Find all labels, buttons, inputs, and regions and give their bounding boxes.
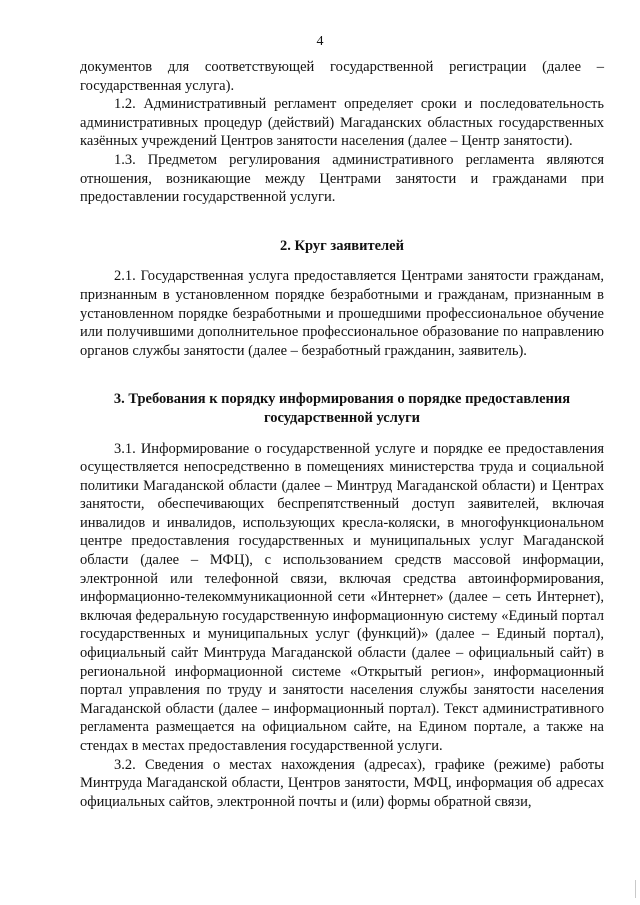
paragraph-3-1: 3.1. Информирование о государственной услуге и порядке ее предоставления осуществляется непосредственно в помещениях министерства труда и социальной политики Магаданской области (далее – Минтруд Магаданской области) и Центрах занятости, обеспечивающих беспрепятственный доступ заявителей, включая инвалидов и инвалидов, использующих кресла-коляски, в многофункциональном центре предоставления государственных и муниципальных услуг Магаданской области (далее – МФЦ), с использованием средств массовой информации, электронной или телефонной связи, включая средства автоинформирования, информационно-телекоммуникационной сети «Интернет» (далее – сеть Интернет), включая федеральную государственную информационную систему «Единый портал государственных и муниципальных услуг (функций)» (далее – Единый портал), официальный сайт Минтруда Магаданской области (далее – официальный сайт) в региональной информационной системе «Открытый регион», информационный портал управления по труду и занятости населения службы занятости населения Магаданской области (далее – информационный портал). Текст административного регламента размещается на официальном сайте, на Едином портале, а также на стендах в местах предоставления государственной услуги. <box>80 440 604 754</box>
section-2-heading: 2. Круг заявителей <box>280 237 404 254</box>
paragraph-3-2: 3.2. Сведения о местах нахождения (адресах), графике (режиме) работы Минтруда Магаданской области, Центров занятости, МФЦ, информация об адресах официальных сайтов, электронной почты и (или) формы обратной связи, <box>80 756 604 810</box>
section-3-heading-line-1: 3. Требования к порядку информирования о порядке предоставления <box>113 391 571 408</box>
spacer <box>80 360 604 390</box>
section-3-heading-line-2: государственной услуги <box>263 409 421 426</box>
paragraph-intro-continuation: документов для соответствующей государственной регистрации (далее – государственная услуга). <box>80 59 604 94</box>
spacer <box>80 428 604 440</box>
page-edge-mark <box>635 880 636 898</box>
paragraph-2-1: 2.1. Государственная услуга предоставляется Центрами занятости гражданам, признанным в установленном порядке безработными и гражданам, признанным в установленном порядке безработными и прошедшими профессиональное обучение или получившими дополнительное профессиональное образование по направлению органов службы занятости (далее – безработный гражданин, заявитель). <box>80 268 604 359</box>
spacer <box>80 255 604 267</box>
spacer <box>80 207 604 237</box>
document-body <box>80 58 604 811</box>
page-number: 4 <box>316 34 324 49</box>
paragraph-1-2: 1.2. Административный регламент определяет сроки и последовательность административных процедур (действий) Магаданских областных государственных казённых учреждений Центров занятости населения (далее – Центр занятости). <box>80 96 604 150</box>
paragraph-1-3: 1.3. Предметом регулирования административного регламента являются отношения, возникающие между Центрами занятости и гражданами при предоставлении государственной услуги. <box>80 151 604 206</box>
